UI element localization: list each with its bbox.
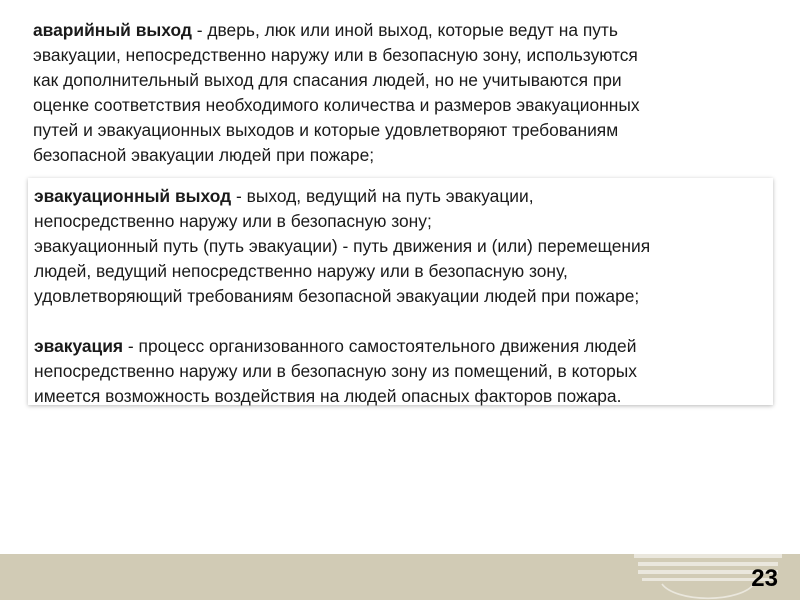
definition-evacuation-exit	[34, 184, 773, 309]
definition-text: - процесс организованного самостоятельного движения людей	[123, 336, 637, 356]
definition-emergency-exit	[33, 18, 773, 168]
page-number: 23	[751, 565, 778, 592]
definition-line	[34, 184, 773, 209]
definition-text: - дверь, люк или иной выход, которые ведут на путь	[191, 20, 618, 40]
definitions-box	[28, 178, 773, 405]
definition-evacuation	[34, 334, 773, 409]
definition-line: безопасной эвакуации людей при пожаре;	[33, 145, 375, 165]
definition-line: имеется возможность воздействия на людей опасных факторов пожара.	[34, 386, 622, 406]
paragraph-gap	[34, 309, 773, 334]
definition-line: непосредственно наружу или в безопасную зону из помещений, в которых	[34, 361, 637, 381]
definition-line: эвакуации, непосредственно наружу или в безопасную зону, используются	[33, 45, 638, 65]
definition-line	[34, 334, 773, 359]
definition-line: непосредственно наружу или в безопасную зону;	[34, 211, 432, 231]
definition-line: эвакуационный путь (путь эвакуации) - путь движения и (или) перемещения	[34, 236, 651, 256]
term-emergency-exit: аварийный выход	[33, 20, 192, 40]
definition-line: людей, ведущий непосредственно наружу или в безопасную зону,	[34, 261, 568, 281]
definition-line	[33, 18, 773, 43]
definition-line: оценке соответствия необходимого количества и размеров эвакуационных	[33, 95, 640, 115]
definition-text: - выход, ведущий на путь эвакуации,	[231, 186, 534, 206]
term-evacuation-exit: эвакуационный выход	[34, 186, 232, 206]
definition-line: как дополнительный выход для спасания людей, но не учитываются при	[33, 70, 622, 90]
definition-line: путей и эвакуационных выходов и которые удовлетворяют требованиям	[33, 120, 619, 140]
term-evacuation: эвакуация	[34, 336, 124, 356]
definition-line: удовлетворяющий требованиям безопасной эвакуации людей при пожаре;	[34, 286, 640, 306]
